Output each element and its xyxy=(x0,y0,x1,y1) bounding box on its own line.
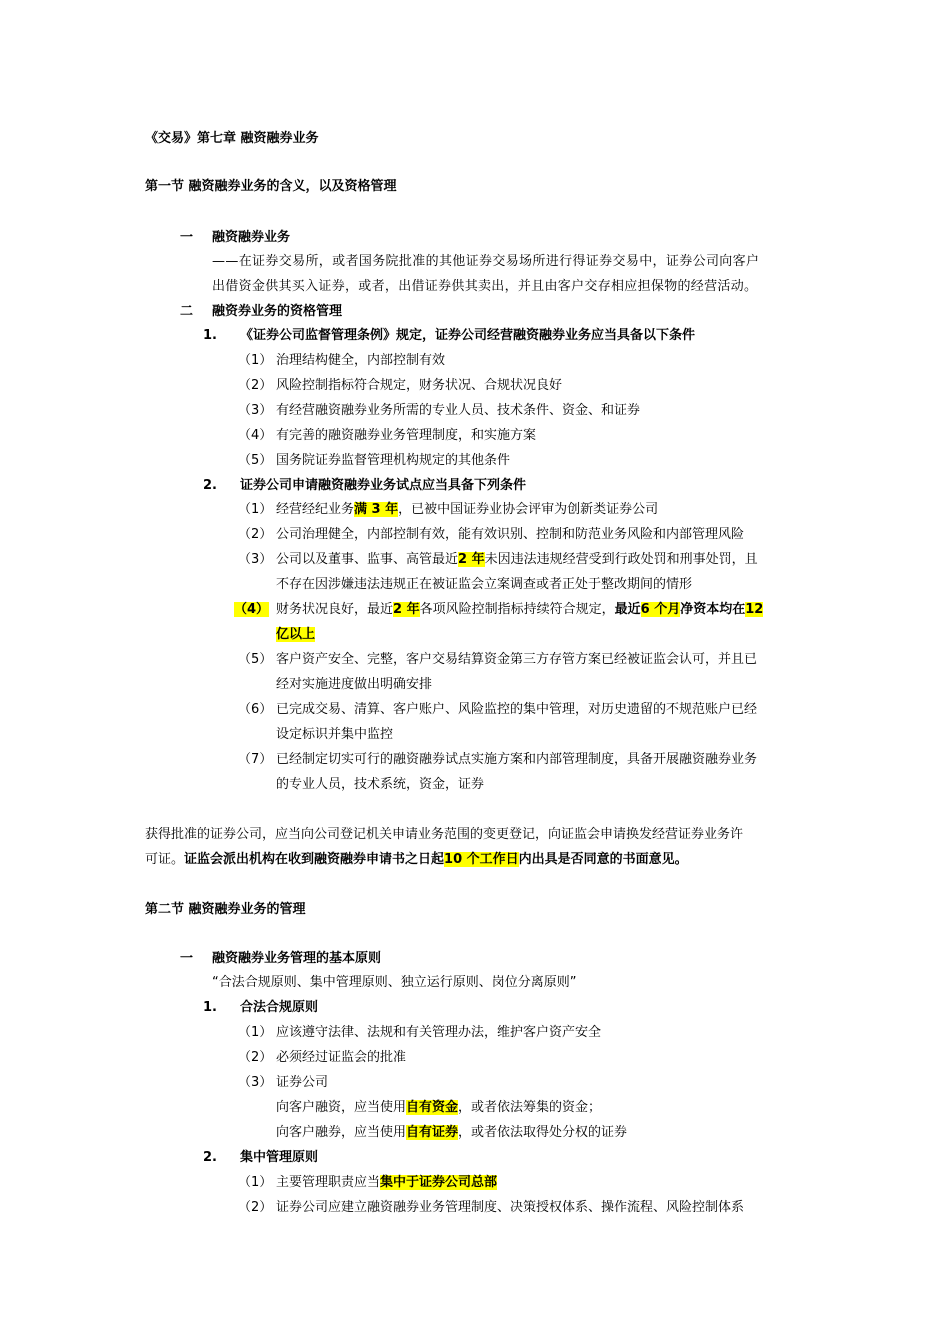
cond-number: （1） xyxy=(238,1175,273,1190)
principles-quote: “合法合规原则、集中管理原则、独立运行原则、岗位分离原则” xyxy=(212,975,577,990)
cond-text-cont xyxy=(276,625,315,645)
cond-number: （2） xyxy=(238,527,273,542)
item1-title: 《证券公司监督管理条例》规定，证券公司经营融资融券业务应当具备以下条件 xyxy=(240,328,696,343)
cond-number: （2） xyxy=(238,1200,273,1215)
s2-item2-number: 2. xyxy=(203,1150,217,1165)
cond-number: （1） xyxy=(238,353,273,368)
s2-part1-label: 一 xyxy=(180,951,194,966)
cond-number: （1） xyxy=(238,502,273,517)
highlight: 6 个月 xyxy=(640,602,681,617)
cond-number: （6） xyxy=(238,702,273,717)
text-run: 公司以及董事、监事、高管最近 xyxy=(276,552,459,567)
cond-number xyxy=(234,600,269,620)
cond-number: （3） xyxy=(238,1075,273,1090)
cond-text: 已经制定切实可行的融资融券试点实施方案和内部管理制度，具备开展融资融券业务 xyxy=(276,752,758,767)
item2-number: 2. xyxy=(203,478,217,493)
item1-number: 1. xyxy=(203,328,217,343)
cond-number: （1） xyxy=(238,1025,273,1040)
section1-heading: 第一节 融资融券业务的含义，以及资格管理 xyxy=(145,179,397,194)
highlight: 10 个工作日 xyxy=(444,852,519,867)
cond-text-cont: 的专业人员，技术系统，资金，证券 xyxy=(276,777,485,792)
sub-line-financing xyxy=(276,1098,601,1118)
s2-part1-title: 融资融券业务管理的基本原则 xyxy=(212,951,382,966)
cond-number: （2） xyxy=(238,1050,273,1065)
cond-number: （3） xyxy=(238,403,273,418)
highlight: 2 年 xyxy=(393,602,420,617)
cond-text: 有完善的融资融券业务管理制度，和实施方案 xyxy=(276,428,537,443)
text-run: 财务状况良好，最近 xyxy=(276,602,394,617)
cond-text xyxy=(276,550,758,570)
highlight: 集中于证券公司总部 xyxy=(380,1175,498,1190)
sub-line-securities xyxy=(276,1123,627,1143)
text-run-bold: 净资本均在 xyxy=(680,602,746,617)
highlight: （4） xyxy=(234,602,270,617)
closing-line-1: 获得批准的证券公司，应当向公司登记机关申请业务范围的变更登记，向证监会申请换发经营证券业务许 xyxy=(145,827,744,842)
cond-text: 证券公司应建立融资融券业务管理制度、决策授权体系、操作流程、风险控制体系 xyxy=(276,1200,745,1215)
text-run: ，已被中国证券业协会评审为创新类证券公司 xyxy=(398,502,659,517)
s2-item1-number: 1. xyxy=(203,1000,217,1015)
text-run-bold: 证监会派出机构在收到融资融券申请书之日起 xyxy=(184,852,445,867)
closing-line-2 xyxy=(145,850,688,870)
text-run: 向客户融券，应当使用 xyxy=(276,1125,407,1140)
cond-number: （5） xyxy=(238,652,273,667)
s1-part1-label: 一 xyxy=(180,230,194,245)
cond-text-cont: 经对实施进度做出明确安排 xyxy=(276,677,433,692)
highlight: 自有证券 xyxy=(406,1125,459,1140)
text-run: 经营经纪业务 xyxy=(276,502,355,517)
cond-number: （5） xyxy=(238,453,273,468)
highlight: 自有资金 xyxy=(406,1100,459,1115)
s1-part2-label: 二 xyxy=(180,304,194,319)
text-run-bold: 内出具是否同意的书面意见。 xyxy=(518,852,688,867)
text-run: 主要管理职责应当 xyxy=(276,1175,381,1190)
cond-number: （4） xyxy=(238,428,273,443)
cond-text xyxy=(276,1173,497,1193)
s2-item1-title: 合法合规原则 xyxy=(240,1000,319,1015)
s1-part1-title: 融资融券业务 xyxy=(212,230,291,245)
section2-heading: 第二节 融资融券业务的管理 xyxy=(145,902,306,917)
text-run: 未因违法违规经营受到行政处罚和刑事处罚，且 xyxy=(484,552,758,567)
highlight: 满 3 年 xyxy=(354,502,399,517)
definition-line-2: 出借资金供其买入证券，或者，出借证券供其卖出，并且由客户交存相应担保物的经营活动。 xyxy=(212,279,758,294)
text-run: 向客户融资，应当使用 xyxy=(276,1100,407,1115)
cond-text-cont: 设定标识并集中监控 xyxy=(276,727,394,742)
text-run: ，或者依法筹集的资金； xyxy=(458,1100,602,1115)
cond-text: 治理结构健全，内部控制有效 xyxy=(276,353,446,368)
cond-text: 风险控制指标符合规定，财务状况、合规状况良好 xyxy=(276,378,563,393)
cond-number: （3） xyxy=(238,552,273,567)
highlight: 亿以上 xyxy=(276,627,316,642)
definition-line-1: ——在证券交易所，或者国务院批准的其他证券交易场所进行得证券交易中，证券公司向客户 xyxy=(212,254,760,269)
cond-text: 已完成交易、清算、客户账户、风险监控的集中管理，对历史遗留的不规范账户已经 xyxy=(276,702,758,717)
item2-title: 证券公司申请融资融券业务试点应当具备下列条件 xyxy=(240,478,527,493)
cond-number: （7） xyxy=(238,752,273,767)
cond-text-cont: 不存在因涉嫌违法违规正在被证监会立案调查或者正处于整改期间的情形 xyxy=(276,577,693,592)
cond-text xyxy=(276,600,763,620)
cond-text: 必须经过证监会的批准 xyxy=(276,1050,407,1065)
document-title: 《交易》第七章 融资融券业务 xyxy=(145,131,319,146)
highlight: 2 年 xyxy=(458,552,485,567)
cond-number: （2） xyxy=(238,378,273,393)
highlight: 12 xyxy=(745,602,764,617)
cond-text xyxy=(276,500,658,520)
s2-item2-title: 集中管理原则 xyxy=(240,1150,319,1165)
cond-text: 应该遵守法律、法规和有关管理办法，维护客户资产安全 xyxy=(276,1025,602,1040)
cond-text: 证券公司 xyxy=(276,1075,329,1090)
text-run: ，或者依法取得处分权的证券 xyxy=(458,1125,628,1140)
text-run: 可证。 xyxy=(145,852,185,867)
s1-part2-title: 融资券业务的资格管理 xyxy=(212,304,343,319)
cond-text: 有经营融资融券业务所需的专业人员、技术条件、资金、和证券 xyxy=(276,403,641,418)
cond-text: 公司治理健全，内部控制有效，能有效识别、控制和防范业务风险和内部管理风险 xyxy=(276,527,745,542)
cond-text: 客户资产安全、完整，客户交易结算资金第三方存管方案已经被证监会认可，并且已 xyxy=(276,652,758,667)
text-run: 各项风险控制指标持续符合规定， xyxy=(419,602,615,617)
text-run-bold: 最近 xyxy=(614,602,641,617)
cond-text: 国务院证券监督管理机构规定的其他条件 xyxy=(276,453,511,468)
